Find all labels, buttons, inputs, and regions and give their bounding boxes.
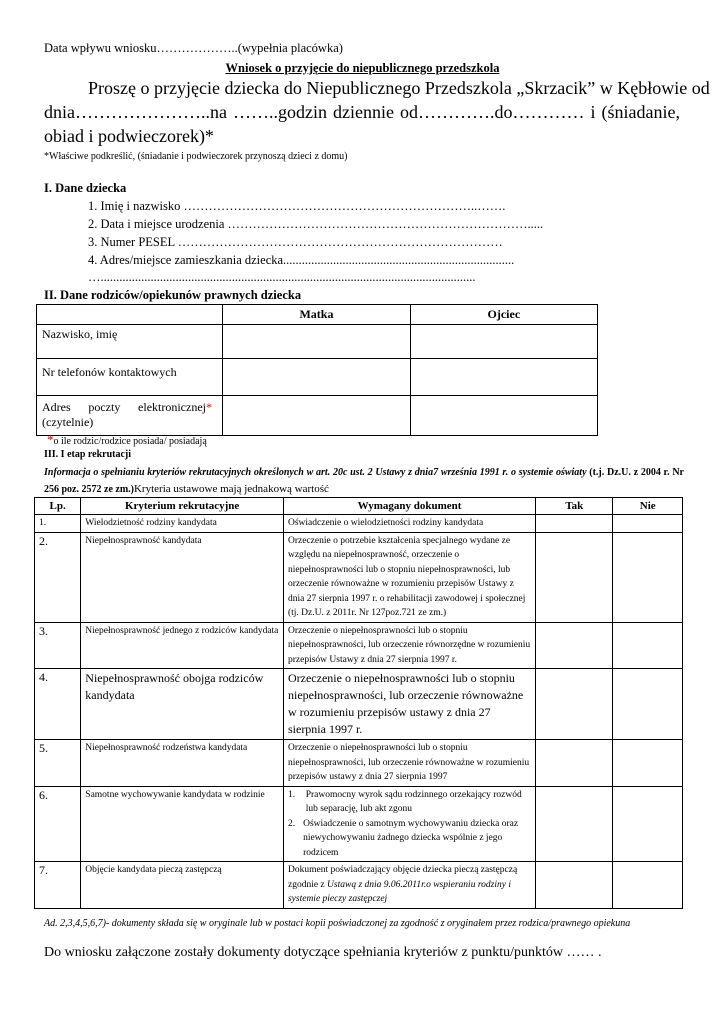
row-number: 5. [35, 740, 81, 787]
list-number-1: 1. [287, 789, 296, 800]
criteria-info-tail: Kryteria ustawowe mają jednakową wartość [133, 483, 329, 495]
name-row-label: Nazwisko, imię [37, 325, 223, 359]
request-line-2: dnia…………………..na ……..godzin dziennie od………….do………… i (śniadanie, [44, 102, 680, 122]
list-number-2: 2. [287, 818, 296, 829]
father-phone-field[interactable] [410, 359, 597, 396]
email-footnote-text: o ile rodzic/rodzice posiada/ posiadają [53, 436, 207, 447]
email-footnote [47, 432, 207, 448]
criteria-info [44, 464, 684, 498]
father-name-field[interactable] [410, 325, 597, 359]
yes-cell[interactable] [536, 669, 613, 740]
yes-cell[interactable] [536, 862, 613, 909]
child-pesel-line: 3. Numer PESEL …………………………………………………………………… [88, 235, 503, 249]
yes-cell[interactable] [536, 740, 613, 787]
mother-name-field[interactable] [223, 325, 410, 359]
row-criterion: Niepełnosprawność obojga rodziców kandydata [81, 669, 284, 740]
row-criterion: Niepełnosprawność kandydata [81, 532, 284, 622]
row-document: Orzeczenie o niepełnosprawności lub o stopniu niepełnosprawności, lub orzeczenie równorzędne w rozumieniu przepisów Ustawy z dnia 27 sierpnia 1997 r. [283, 622, 535, 669]
row-criterion: Wielodzietność rodziny kandydata [81, 515, 284, 533]
yes-cell[interactable] [536, 786, 613, 862]
section-3-heading: III. I etap rekrutacji [44, 449, 132, 460]
row-number: 2. [35, 532, 81, 622]
row-document: Oświadczenie o wielodzietności rodziny kandydata [283, 515, 535, 533]
row-number: 4. [35, 669, 81, 740]
table-row [35, 669, 683, 740]
request-line-3: obiad i podwieczorek)* [44, 126, 214, 146]
table-row [35, 740, 683, 787]
father-column-header: Ojciec [410, 305, 597, 325]
receipt-date-line: Data wpływu wniosku………………..(wypełnia placówka) [44, 41, 343, 55]
row-criterion: Samotne wychowywanie kandydata w rodzinie [81, 786, 284, 862]
header-document: Wymagany dokument [283, 498, 535, 515]
criteria-info-ref: (t.j. Dz.U. z 2004 r. Nr 256 poz. 2572 ze zm.) [44, 467, 684, 495]
no-cell[interactable] [613, 862, 683, 909]
yes-cell[interactable] [536, 532, 613, 622]
table-row [35, 622, 683, 669]
row-number: 1. [35, 515, 81, 533]
no-cell[interactable] [613, 515, 683, 533]
child-address-line-2: …........................................................................................................................ [88, 270, 476, 284]
row-criterion: Niepełnosprawność jednego z rodziców kandydata [81, 622, 284, 669]
section-2-heading: II. Dane rodziców/opiekunów prawnych dziecka [44, 288, 302, 302]
row-number: 7. [35, 862, 81, 909]
no-cell[interactable] [613, 532, 683, 622]
document-text: Dokument poświadczający objęcie dziecka pieczą zastępczą zgodnie z [287, 865, 518, 890]
row-document: Orzeczenie o niepełnosprawności lub o stopniu niepełnosprawności, lub orzeczenie równoważne w rozumieniu przepisów ustawy z dnia 27 sierpnia 1997 [283, 740, 535, 787]
yes-cell[interactable] [536, 515, 613, 533]
email-footnote-star: * [47, 432, 54, 447]
closing-statement: Do wniosku załączone zostały dokumenty dotyczące spełniania kryteriów z punktu/punktów …… . [44, 945, 602, 960]
table-row [35, 515, 683, 533]
mother-phone-field[interactable] [223, 359, 410, 396]
mother-email-field[interactable] [223, 396, 410, 436]
row-document: Orzeczenie o niepełnosprawności lub o stopniu niepełnosprawności, lub orzeczenie równoważne w rozumieniu przepisów ustawy z dnia 27 sierpnia 1997 r. [283, 669, 535, 740]
documents-footnote: Ad. 2,3,4,5,6,7)- dokumenty składa się w oryginale lub w postaci kopii poświadczonej za zgodność z oryginałem przez rodzica/prawnego opiekuna [44, 918, 631, 929]
mother-column-header: Matka [223, 305, 410, 325]
row-document [283, 786, 535, 862]
child-name-line: 1. Imię i nazwisko ……………………………………………………………..……. [88, 199, 506, 213]
meals-note: *Właściwe podkreślić, (śniadanie i podwieczorek przynoszą dzieci z domu) [44, 151, 348, 162]
row-number: 6. [35, 786, 81, 862]
table-row [35, 786, 683, 862]
phone-row-label [37, 359, 223, 396]
row-criterion: Niepełnosprawność rodzeństwa kandydata [81, 740, 284, 787]
no-cell[interactable] [613, 740, 683, 787]
section-1-heading: I. Dane dziecka [44, 181, 127, 195]
no-cell[interactable] [613, 669, 683, 740]
header-lp: Lp. [35, 498, 81, 515]
parents-table [36, 304, 598, 436]
request-line-1: Proszę o przyjęcie dziecka do Niepublicznego Przedszkola „Skrzacik” w Kębłowie od [88, 78, 710, 98]
criteria-table [34, 497, 683, 909]
document-list-item [288, 788, 531, 817]
yes-cell[interactable] [536, 622, 613, 669]
header-criterion: Kryterium rekrutacyjne [81, 498, 284, 515]
document-law-reference: Ustawą z dnia 9.06.2011r.o wspieraniu rodziny i systemie pieczy zastępczej [287, 879, 511, 904]
email-required-star: * [206, 400, 212, 414]
email-row-label [37, 396, 223, 436]
row-document [283, 862, 535, 909]
table-row [35, 532, 683, 622]
row-criterion: Objęcie kandydata pieczą zastępczą [81, 862, 284, 909]
phone-row-text: Nr telefonów kontaktowych [42, 365, 177, 379]
header-no: Nie [613, 498, 683, 515]
child-birth-line: 2. Data i miejsce urodzenia ………………………………………………………………..... [88, 217, 544, 231]
email-label-text: Adres poczty elektronicznej [42, 400, 206, 414]
form-title: Wniosek o przyjęcie do niepublicznego przedszkola [225, 61, 500, 75]
document-item-2: Oświadczenie o samotnym wychowywaniu dziecka oraz niewychowywaniu żadnego dziecka wspólnie z jego rodzicem [303, 818, 519, 858]
email-row-text [42, 400, 212, 415]
criteria-info-bold: Informacja o spełnianiu kryteriów rekrutacyjnych określonych w art. 20c ust. 2 Ustawy z dnia7 września 1991 r. o systemie oświaty [44, 467, 587, 478]
no-cell[interactable] [613, 786, 683, 862]
document-item-1: Prawomocny wyrok sądu rodzinnego orzekający rozwód lub separację, lub akt zgonu [305, 789, 522, 814]
child-address-line: 4. Adres/miejsce zamieszkania dziecka.......................................................................... [88, 253, 515, 267]
no-cell[interactable] [613, 622, 683, 669]
row-document: Orzeczenie o potrzebie kształcenia specjalnego wydane ze względu na niepełnosprawność, orzeczenie o niepełnosprawności lub o stopniu niepełnosprawności, lub orzeczenie równoważne w rozumieniu przepisów Ustawy z dnia 27 sierpnia 1997 r. o rehabilitacji zawodowej i społecznej (tj. Dz.U. z 2011r. Nr 127poz.721 ze zm.) [283, 532, 535, 622]
table-row [35, 862, 683, 909]
father-email-field[interactable] [410, 396, 597, 436]
empty-header-cell [37, 305, 223, 325]
header-yes: Tak [536, 498, 613, 515]
row-number: 3. [35, 622, 81, 669]
document-list-item [288, 817, 531, 861]
email-legible-note: (czytelnie) [42, 415, 94, 429]
